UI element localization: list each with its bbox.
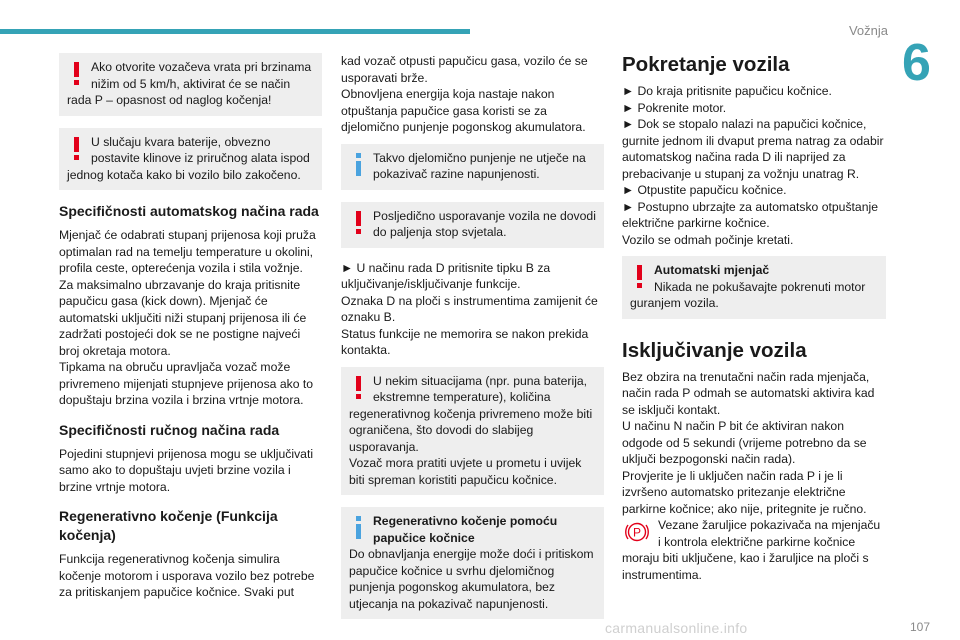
warning-title: Automatski mjenjač <box>654 263 770 277</box>
warning-box <box>59 128 322 191</box>
warning-box <box>341 367 604 496</box>
page-number: 107 <box>909 620 930 634</box>
step: ► Do kraja pritisnite papučicu kočnice. <box>622 84 832 98</box>
paragraph: Za maksimalno ubrzavanje do kraja pritisnite papučicu gasa (kick down). Mjenjač će automatski uključiti niži stupanj prijenosa ili će zadržati postojeći dok se ne postigne najveći broj okretaja motora. <box>59 277 307 358</box>
heading-switch-off: Isključivanje vozila <box>622 338 807 362</box>
paragraph: Vezane žaruljice pokazivača na mjenjaču i kontrola električne parkirne kočnice moraju biti uključene, kao i žaruljice na ploči s instrumentima. <box>622 518 881 582</box>
warning-box <box>59 53 322 116</box>
header-accent-bar <box>0 29 470 34</box>
info-title: Regenerativno kočenje pomoću papučice kočnice <box>373 514 558 545</box>
heading-start-vehicle: Pokretanje vozila <box>622 53 790 76</box>
info-icon <box>349 150 369 178</box>
heading-auto-mode: Specifičnosti automatskog načina rada <box>59 203 319 219</box>
paragraph: Oznaka D na ploči s instrumentima zamijenit će oznaku B. <box>341 293 598 324</box>
paragraph: Provjerite je li uključen način rada P i je li izvršeno automatsko pritezanje električne parkirne kočnice; ako nije, pritegnite je ručno. <box>622 468 867 516</box>
warning-text: Nikada ne pokušavajte pokrenuti motor guranjem vozila. <box>630 279 866 310</box>
info-box <box>341 507 604 619</box>
info-text: Takvo djelomično punjenje ne utječe na pokazivač razine napunjenosti. <box>373 150 586 181</box>
warning-box <box>622 256 886 319</box>
paragraph: kad vozač otpusti papučicu gasa, vozilo će se usporavati brže. <box>341 54 588 85</box>
warning-box <box>341 202 604 248</box>
warning-text: U slučaju kvara baterije, obvezno postavite klinove iz priručnog alata ispod jednog kotača kako bi vozilo bilo zakočeno. <box>67 134 310 182</box>
warning-icon <box>630 262 650 290</box>
warning-icon <box>349 208 369 236</box>
step: ► Pokrenite motor. <box>622 100 727 115</box>
heading-regen-braking: Regenerativno kočenje (Funkcija kočenja) <box>59 508 278 543</box>
paragraph: Vozilo se odmah počinje kretati. <box>622 232 794 247</box>
step: ► Dok se stopalo nalazi na papučici kočnice, gurnite jednom ili dvaput prema natrag za odabir automatskog načina rada D ili naprijed za prebacivanje u stupanj za vožnju unatrag R. <box>622 117 884 181</box>
warning-text: Vozač mora pratiti uvjete u prometu i uvijek biti spreman koristiti papučicu kočnice. <box>349 456 582 487</box>
step: ► Postupno ubrzajte za automatsko otpuštanje električne parkirne kočnice. <box>622 199 878 230</box>
paragraph: Tipkama na obruču upravljača vozač može privremeno mijenjati stupnjeve prijenosa ako to dopuštaju brzina vozila i brzina vrtnje motora. <box>59 360 314 407</box>
warning-text: Posljedično usporavanje vozila ne dovodi do paljenja stop svjetala. <box>373 208 596 239</box>
warning-icon <box>67 59 87 87</box>
paragraph: ► U načinu rada D pritisnite tipku B za uključivanje/isključivanje funkcije. <box>341 260 551 291</box>
info-text: Do obnavljanja energije može doći i pritiskom papučice kočnice u svrhu djelomičnog punjenja pogonskog akumulatora, bez utjecanja na pokazivač napunjenosti. <box>349 547 594 611</box>
column-1 <box>59 53 322 601</box>
chapter-number: 6 <box>902 34 931 92</box>
paragraph: Obnovljena energija koja nastaje nakon otpuštanja papučice gasa koristi se za djelomično punjenje pogonskog akumulatora. <box>341 87 586 134</box>
svg-text:P: P <box>632 525 642 540</box>
parking-brake-icon <box>622 517 652 547</box>
step: ► Otpustite papučicu kočnice. <box>622 183 787 197</box>
paragraph: Bez obzira na trenutačni način rada mjenjača, način rada P odmah se automatski aktivira kad se isključi kontakt. <box>622 369 875 417</box>
warning-icon <box>349 373 369 401</box>
paragraph: Status funkcije ne memorira se nakon prekida kontakta. <box>341 326 589 357</box>
section-title: Vožnja <box>848 23 888 38</box>
column-2 <box>341 53 604 631</box>
info-icon <box>349 513 369 541</box>
paragraph: Funkcija regenerativnog kočenja simulira kočenje motorom i usporava vozilo bez potrebe za pritiskanjem papučice kočnice. Svaki put <box>59 552 315 599</box>
paragraph: U načinu N način P bit će aktiviran nakon odgode od 5 sekundi (vrijeme potrebno da se uključi bezpogonski način rada). <box>622 419 867 466</box>
paragraph: Pojedini stupnjevi prijenosa mogu se uključivati samo ako to dopuštaju uvjeti brzine vozila i brzine vrtnje motora. <box>59 446 314 494</box>
watermark: carmanualsonline.info <box>605 620 748 636</box>
warning-text: U nekim situacijama (npr. puna baterija, ekstremne temperature), količina regenerativnog kočenja privremeno može biti ograničena, što dovodi do slabijeg usporavanja. <box>349 373 593 454</box>
warning-icon <box>67 134 87 162</box>
warning-text: Ako otvorite vozačeva vrata pri brzinama nižim od 5 km/h, aktivirat će se način rada P – opasnost od naglog kočenja! <box>67 60 312 107</box>
column-3 <box>622 53 886 583</box>
info-box <box>341 144 604 190</box>
heading-manual-mode: Specifičnosti ručnog načina rada <box>59 421 280 438</box>
paragraph: Mjenjač će odabrati stupanj prijenosa koji pruža optimalan rad na temelju temperature u okolini, profila ceste, opterećenja vozila i stila vožnje. <box>59 228 316 275</box>
